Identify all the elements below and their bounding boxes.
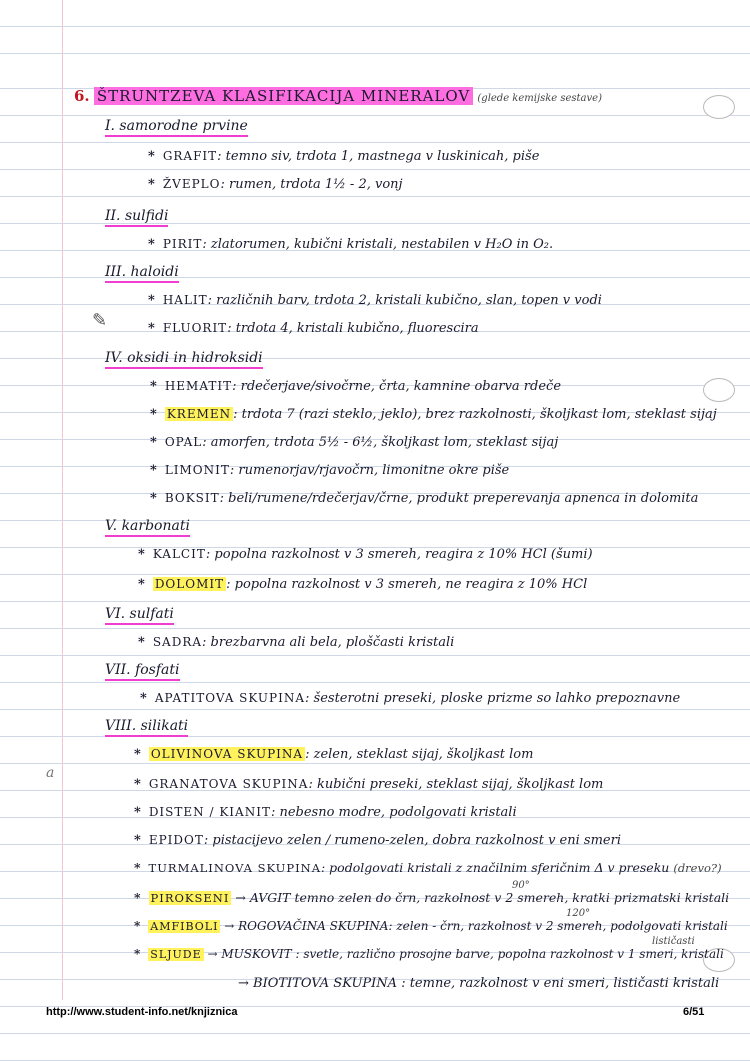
list-item: * GRANATOVA SKUPINA: kubični preseki, steklast sijaj, školjkast lom: [134, 777, 604, 792]
list-item: → BIOTITOVA SKUPINA : temne, razkolnost v eni smeri, lističasti kristali: [238, 976, 720, 991]
list-item: * SADRA: brezbarvna ali bela, ploščasti kristali: [138, 635, 455, 650]
list-item: * DISTEN / KIANIT: nebesno modre, podolgovati kristali: [134, 805, 517, 820]
page-title: ŠTRUNTZEVA KLASIFIKACIJA MINERALOV: [94, 87, 473, 105]
list-item: * APATITOVA SKUPINA: šesterotni preseki, ploske prizme so lahko prepoznavne: [140, 691, 681, 706]
list-item: * LIMONIT: rumenorjav/rjavočrn, limonitne okre piše: [150, 463, 510, 478]
list-item: * DOLOMIT : popolna razkolnost v 3 smereh, ne reagira z 10% HCl: [138, 577, 588, 592]
list-item: * AMFIBOLI → ROGOVAČINA SKUPINA: zelen - črn, razkolnost v 2 smereh, podolgovati kristali: [134, 919, 728, 933]
title-note: (glede kemijske sestave): [477, 93, 602, 104]
margin-line: [62, 0, 63, 1000]
list-item: * HALIT: različnih barv, trdota 2, kristali kubično, slan, topen v vodi: [148, 293, 602, 308]
section-heading: VIII. silikati: [105, 718, 188, 734]
punch-hole: [703, 378, 735, 402]
footer-url-link[interactable]: http://www.student-info.net/knjiznica: [46, 1006, 238, 1018]
list-item: * PIRIT: zlatorumen, kubični kristali, nestabilen v H₂O in O₂.: [148, 237, 554, 252]
list-item: * TURMALINOVA SKUPINA: podolgovati kristali z značilnim sferičnim Δ v preseku (drevo?): [134, 860, 722, 875]
list-item: * PIROKSENI → AVGIT temno zelen do črn, razkolnost v 2 smereh, kratki prizmatski kristali: [134, 890, 730, 905]
list-item: * ŽVEPLO: rumen, trdota 1½ - 2, vonj: [148, 177, 403, 192]
section-heading: III. haloidi: [105, 264, 179, 280]
list-item: * FLUORIT: trdota 4, kristali kubično, fluorescira: [148, 321, 479, 336]
angle-note: 90°: [512, 880, 530, 891]
list-item: * KREMEN : trdota 7 (razi steklo, jeklo), brez razkolnosti, školjkast lom, steklast sijaj: [150, 407, 717, 422]
list-item: * HEMATIT: rdečerjave/sivočrne, črta, kamnine obarva rdeče: [150, 379, 562, 394]
chapter-number: 6.: [74, 87, 90, 105]
punch-hole: [703, 95, 735, 119]
angle-note: lističasti: [652, 936, 695, 947]
section-heading: V. karbonati: [105, 518, 190, 534]
list-item: * GRAFIT: temno siv, trdota 1, mastnega v luskinicah, piše: [148, 149, 540, 164]
section-heading: VI. sulfati: [105, 606, 174, 622]
doodle-sketch: ✎: [92, 310, 108, 331]
list-item: * SLJUDE → MUSKOVIT : svetle, različno prosojne barve, popolna razkolnost v 1 smeri, kristali: [134, 947, 724, 961]
page-header: [74, 88, 602, 107]
list-item: * EPIDOT: pistacijevo zelen / rumeno-zelen, dobra razkolnost v eni smeri: [134, 833, 621, 848]
angle-note: 120°: [566, 908, 591, 919]
list-item: * OLIVINOVA SKUPINA : zelen, steklast sijaj, školjkast lom: [134, 747, 534, 762]
page-number: 6/51: [683, 1006, 705, 1018]
section-heading: IV. oksidi in hidroksidi: [105, 350, 263, 366]
list-item: * KALCIT: popolna razkolnost v 3 smereh, reagira z 10% HCl (šumi): [138, 547, 593, 562]
list-item: * OPAL: amorfen, trdota 5½ - 6½, školjkast lom, steklast sijaj: [150, 435, 559, 450]
section-heading: II. sulfidi: [105, 208, 168, 224]
section-heading: VII. fosfati: [105, 662, 180, 678]
section-heading: I. samorodne prvine: [105, 118, 248, 134]
margin-mark: a: [46, 765, 55, 781]
list-item: * BOKSIT: beli/rumene/rdečerjav/črne, produkt preperevanja apnenca in dolomita: [150, 491, 699, 506]
